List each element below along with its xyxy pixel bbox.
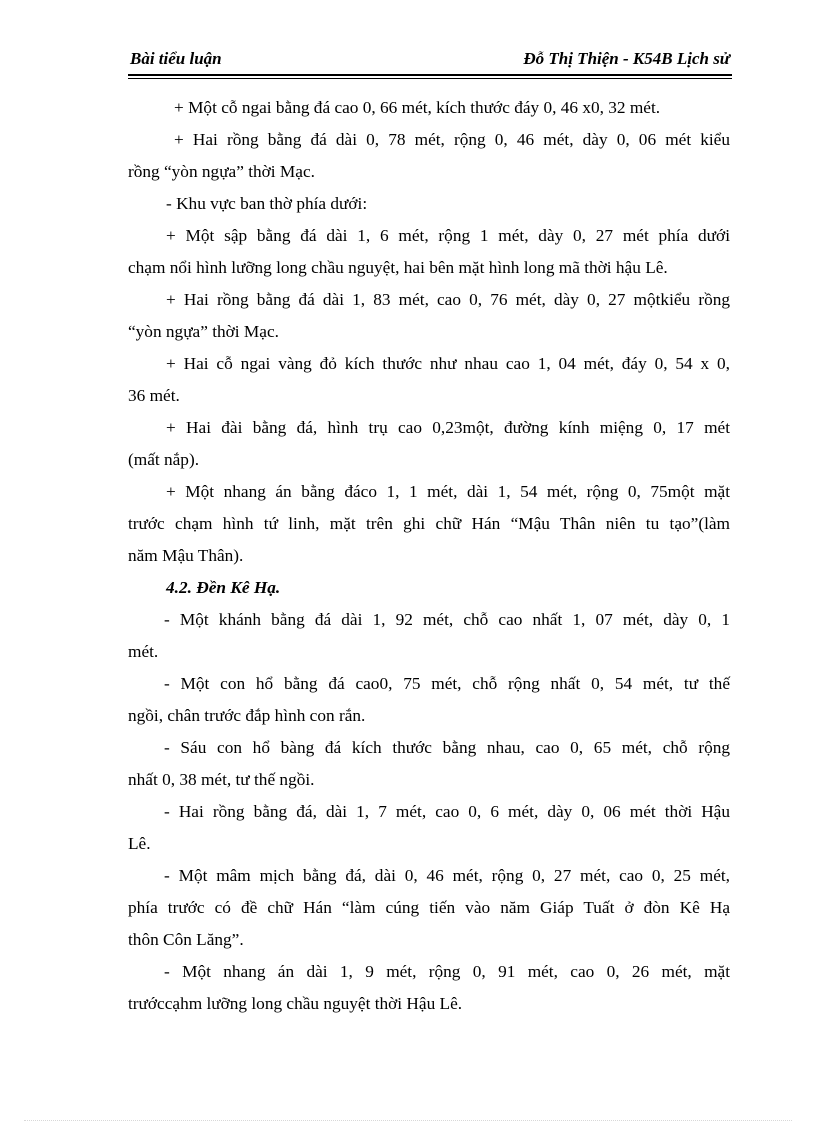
text-line: - Một khánh bằng đá dài 1, 92 mét, chỗ cao nhất 1, 07 mét, dày 0, 1 [164, 610, 730, 629]
text-line: + Hai cỗ ngai vàng đỏ kích thước như nhau cao 1, 04 mét, đáy 0, 54 x 0, [166, 354, 730, 373]
paragraph [128, 92, 730, 124]
text-line: rồng “yòn ngựa” thời Mạc. [128, 162, 315, 181]
paragraph [128, 476, 730, 572]
text-line: Lê. [128, 834, 151, 853]
section-heading: 4.2. Đền Kê Hạ. [166, 578, 281, 597]
list-item [128, 796, 730, 860]
text-line: + Hai đài bằng đá, hình trụ cao 0,23một, đường kính miệng 0, 17 mét [166, 418, 730, 437]
paragraph [128, 348, 730, 412]
list-item [128, 860, 730, 956]
header-title: Bài tiểu luận [130, 49, 222, 68]
text-line: trước chạm hình tứ linh, mặt trên ghi chữ Hán “Mậu Thân niên tu tạo”(làm [128, 514, 730, 533]
item-list [128, 604, 730, 1020]
page-header [128, 48, 732, 76]
list-item [128, 956, 730, 1020]
paragraph-group [128, 92, 730, 572]
paragraph [128, 412, 730, 476]
paragraph [128, 220, 730, 284]
text-line: + Một sập bằng đá dài 1, 6 mét, rộng 1 mét, dày 0, 27 mét phía dưới [166, 226, 730, 245]
text-line: năm Mậu Thân). [128, 546, 244, 565]
text-line: + Hai rồng bằng đá dài 0, 78 mét, rộng 0, 46 mét, dày 0, 06 mét kiểu [174, 130, 730, 149]
text-line: - Một mâm mịch bằng đá, dài 0, 46 mét, rộng 0, 27 mét, cao 0, 25 mét, [164, 866, 730, 885]
text-line: - Hai rồng bằng đá, dài 1, 7 mét, cao 0, 6 mét, dày 0, 06 mét thời Hậu [164, 802, 730, 821]
text-line: + Một cỗ ngai bằng đá cao 0, 66 mét, kích thước đáy 0, 46 x0, 32 mét. [174, 98, 661, 117]
paragraph [128, 284, 730, 348]
text-line: 36 mét. [128, 386, 180, 405]
text-line: + Một nhang án bằng đáco 1, 1 mét, dài 1, 54 mét, rộng 0, 75một mặt [166, 482, 730, 501]
paragraph [128, 124, 730, 188]
text-line: - Sáu con hổ bàng đá kích thước bằng nhau, cao 0, 65 mét, chỗ rộng [164, 738, 730, 757]
text-line: (mất nắp). [128, 450, 200, 469]
list-item [128, 668, 730, 732]
paragraph [128, 188, 730, 220]
text-line: trướccạhm lưỡng long chầu nguyệt thời Hậu Lê. [128, 994, 463, 1013]
text-line: - Khu vực ban thờ phía dưới: [166, 194, 368, 213]
text-line: nhất 0, 38 mét, tư thế ngồi. [128, 770, 315, 789]
text-line: chạm nổi hình lưỡng long chầu nguyệt, hai bên mặt hình long mã thời hậu Lê. [128, 258, 668, 277]
text-line: - Một nhang án dài 1, 9 mét, rộng 0, 91 mét, cao 0, 26 mét, mặt [164, 962, 730, 981]
list-item [128, 604, 730, 668]
document-body [128, 92, 730, 1020]
text-line: mét. [128, 642, 159, 661]
text-line: “yòn ngựa” thời Mạc. [128, 322, 279, 341]
text-line: - Một con hổ bằng đá cao0, 75 mét, chỗ rộng nhất 0, 54 mét, tư thế [164, 674, 730, 693]
text-line: + Hai rồng bằng đá dài 1, 83 mét, cao 0, 76 mét, dày 0, 27 mộtkiểu rồng [166, 290, 730, 309]
footer-rule [24, 1120, 792, 1121]
text-line: ngồi, chân trước đắp hình con rắn. [128, 706, 366, 725]
list-item [128, 732, 730, 796]
text-line: thôn Côn Lăng”. [128, 930, 244, 949]
text-line: phía trước có đề chữ Hán “làm cúng tiến vào năm Giáp Tuất ở đòn Kê Hạ [128, 898, 730, 917]
header-author: Đỗ Thị Thiện - K54B Lịch sử [523, 49, 730, 68]
